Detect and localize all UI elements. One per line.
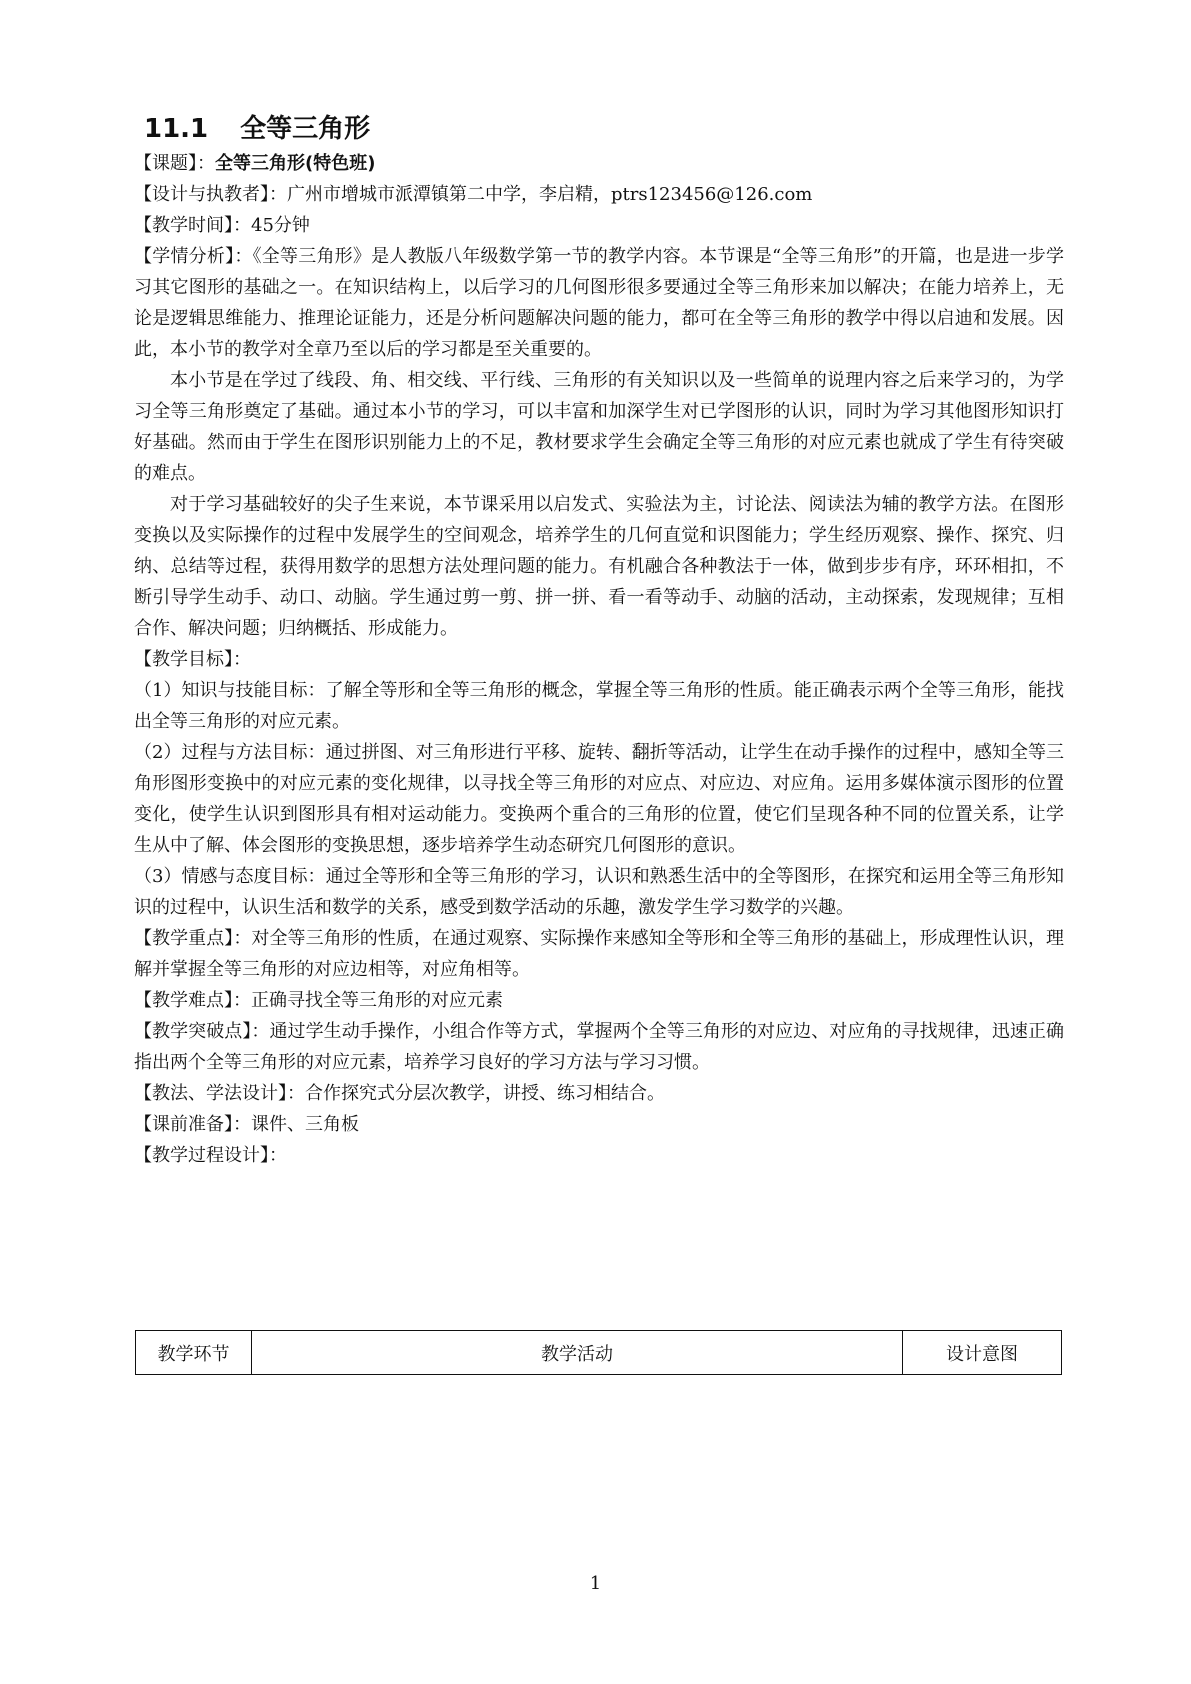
time-line	[134, 210, 1064, 241]
designer-line	[134, 179, 1064, 210]
objectives-heading	[134, 644, 1064, 675]
document-title	[144, 112, 1064, 146]
analysis-paragraph-1	[134, 241, 1064, 365]
method-text: 合作探究式分层次教学，讲授、练习相结合。	[305, 1083, 665, 1104]
topic-value: 全等三角形(特色班)	[215, 153, 376, 174]
difficulty-line	[134, 985, 1064, 1016]
topic-line	[134, 148, 1064, 179]
prep-label: 【课前准备】：	[134, 1114, 251, 1135]
process-label: 【教学过程设计】：	[134, 1145, 287, 1166]
topic-label: 【课题】：	[134, 153, 215, 174]
designer-label: 【设计与执教者】：	[134, 184, 287, 205]
breakthrough-line	[134, 1016, 1064, 1078]
method-label: 【教法、学法设计】：	[134, 1083, 305, 1104]
document-page	[134, 112, 1064, 1171]
key-point-text: 对全等三角形的性质，在通过观察、实际操作来感知全等形和全等三角形的基础上，形成理性认识，理解并掌握全等三角形的对应边相等，对应角相等。	[134, 928, 1065, 980]
objective-item-1: （1）知识与技能目标：了解全等形和全等三角形的概念，掌握全等三角形的性质。能正确表示两个全等三角形，能找出全等三角形的对应元素。	[134, 680, 1064, 732]
analysis-paragraph-3: 对于学习基础较好的尖子生来说，本节课采用以启发式、实验法为主，讨论法、阅读法为辅的教学方法。在图形变换以及实际操作的过程中发展学生的空间观念，培养学生的几何直觉和识图能力；学生经历观察、操作、探究、归纳、总结等过程，获得用数学的思想方法处理问题的能力。有机融合各种教法于一体，做到步步有序，环环相扣，不断引导学生动手、动口、动脑。学生通过剪一剪、拼一拼、看一看等动手、动脑的活动，主动探索，发现规律；互相合作、解决问题；归纳概括、形成能力。	[134, 494, 1064, 639]
prep-text: 课件、三角板	[251, 1114, 359, 1135]
method-line	[134, 1078, 1064, 1109]
section-title: 全等三角形	[240, 114, 371, 144]
process-line	[134, 1140, 1064, 1171]
process-table	[135, 1330, 1062, 1375]
breakthrough-label: 【教学突破点】：	[134, 1021, 270, 1042]
table-header-stage: 教学环节	[136, 1331, 252, 1375]
table-header-row	[136, 1331, 1062, 1375]
objective-item-2: （2）过程与方法目标：通过拼图、对三角形进行平移、旋转、翻折等活动，让学生在动手操作的过程中，感知全等三角形图形变换中的对应元素的变化规律，以寻找全等三角形的对应点、对应边、对应角。运用多媒体演示图形的位置变化，使学生认识到图形具有相对运动能力。变换两个重合的三角形的位置，使它们呈现各种不同的位置关系，让学生从中了解、体会图形的变换思想，逐步培养学生动态研究几何图形的意识。	[134, 742, 1064, 856]
analysis-paragraph-2: 本小节是在学过了线段、角、相交线、平行线、三角形的有关知识以及一些简单的说理内容之后来学习的，为学习全等三角形奠定了基础。通过本小节的学习，可以丰富和加深学生对已学图形的认识，同时为学习其他图形知识打好基础。然而由于学生在图形识别能力上的不足，教材要求学生会确定全等三角形的对应元素也就成了学生有待突破的难点。	[134, 370, 1064, 484]
analysis-text-1: 《全等三角形》是人教版八年级数学第一节的教学内容。本节课是“全等三角形”的开篇，也是进一步学习其它图形的基础之一。在知识结构上，以后学习的几何图形很多要通过全等三角形来加以解决；在能力培养上，无论是逻辑思维能力、推理论证能力，还是分析问题解决问题的能力，都可在全等三角形的教学中得以启迪和发展。因此，本小节的教学对全章乃至以后的学习都是至关重要的。	[134, 246, 1064, 360]
time-label: 【教学时间】：	[134, 215, 251, 236]
prep-line	[134, 1109, 1064, 1140]
key-point-label: 【教学重点】：	[134, 928, 252, 949]
objective-item-3: （3）情感与态度目标：通过全等形和全等三角形的学习，认识和熟悉生活中的全等图形，在探究和运用全等三角形知识的过程中，认识生活和数学的关系，感受到数学活动的乐趣，激发学生学习数学的兴趣。	[134, 866, 1064, 918]
time-value: 45分钟	[251, 215, 310, 236]
breakthrough-text: 通过学生动手操作，小组合作等方式，掌握两个全等三角形的对应边、对应角的寻找规律，迅速正确指出两个全等三角形的对应元素，培养学习良好的学习方法与学习习惯。	[134, 1021, 1065, 1073]
section-number: 11.1	[144, 114, 209, 144]
page-number: 1	[589, 1573, 602, 1594]
analysis-label: 【学情分析】：	[134, 246, 253, 267]
difficulty-text: 正确寻找全等三角形的对应元素	[251, 990, 503, 1011]
key-point-line	[134, 923, 1064, 985]
process-table-wrapper	[135, 1330, 1062, 1375]
objectives-label: 【教学目标】：	[134, 649, 251, 670]
difficulty-label: 【教学难点】：	[134, 990, 251, 1011]
designer-value: 广州市增城市派潭镇第二中学，李启精，ptrs123456@126.com	[287, 184, 813, 205]
table-header-intent: 设计意图	[903, 1331, 1062, 1375]
table-header-activity: 教学活动	[252, 1331, 903, 1375]
